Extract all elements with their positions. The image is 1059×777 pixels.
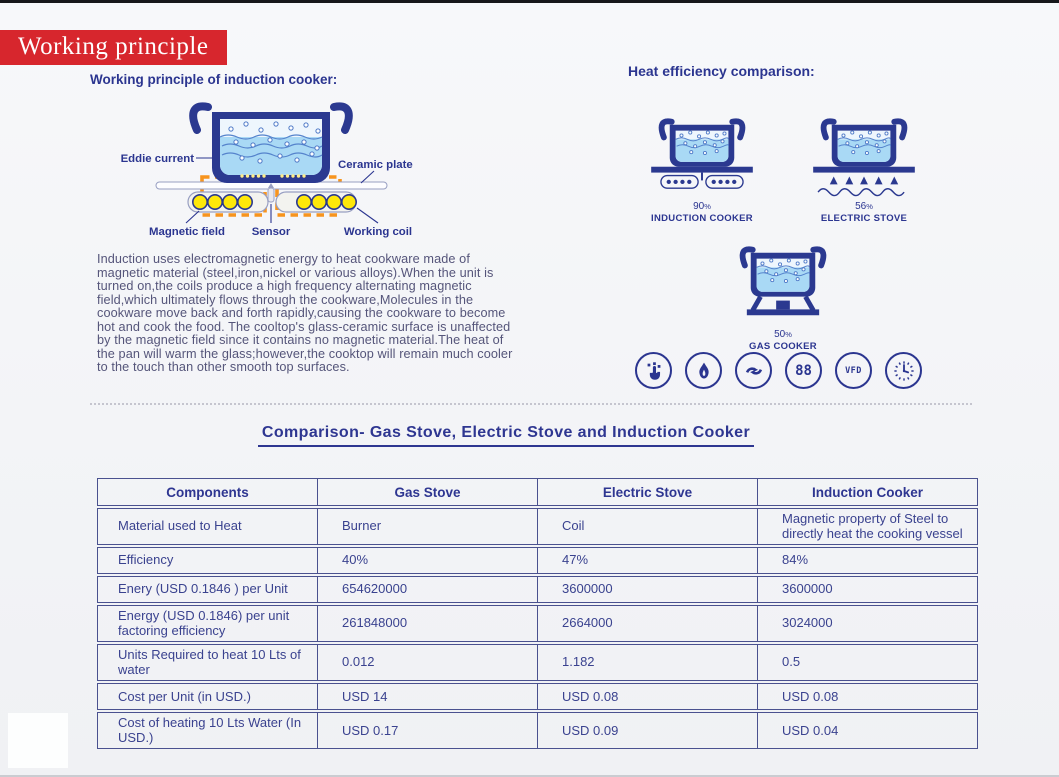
value-cell: 3600000 — [538, 576, 758, 603]
value-cell: 3024000 — [758, 605, 978, 642]
heat-item-induction — [627, 112, 777, 224]
dashed-separator — [90, 403, 972, 405]
induction-working-diagram-icon — [90, 96, 435, 248]
working-coil-label: Working coil — [343, 226, 413, 238]
value-cell: USD 0.17 — [318, 712, 538, 749]
comparison-title: Comparison- Gas Stove, Electric Stove and Induction Cooker — [258, 424, 754, 447]
column-header: Induction Cooker — [758, 478, 978, 506]
value-cell: 1.182 — [538, 644, 758, 681]
efficiency-percent — [627, 201, 777, 212]
efficiency-percent — [789, 201, 939, 212]
column-header: Components — [97, 478, 318, 506]
value-cell: 0.5 — [758, 644, 978, 681]
magnetic-field-label: Magnetic field — [149, 226, 225, 238]
electric-stove-icon — [810, 112, 918, 198]
column-header: Gas Stove — [318, 478, 538, 506]
table-row — [97, 712, 978, 749]
value-cell: 654620000 — [318, 576, 538, 603]
diagram-subtitle: Working principle of induction cooker: — [90, 72, 338, 87]
value-cell: 261848000 — [318, 605, 538, 642]
flame-icon — [685, 352, 722, 389]
comparison-title-wrap — [56, 424, 956, 447]
digital-display-icon — [785, 352, 822, 389]
percent-sign: % — [704, 202, 711, 211]
heat-efficiency-title: Heat efficiency comparison: — [628, 63, 815, 79]
percent-value: 56 — [855, 201, 867, 212]
efficiency-percent — [708, 329, 858, 340]
ceramic-plate-label: Ceramic plate — [338, 159, 413, 171]
table-row — [97, 576, 978, 603]
vfd-display-text: VFD — [845, 365, 862, 376]
comparison-table — [97, 476, 978, 751]
comparison-table-wrap — [97, 476, 978, 751]
value-cell: USD 14 — [318, 683, 538, 710]
corner-highlight-box — [8, 713, 68, 768]
value-cell: 0.012 — [318, 644, 538, 681]
eddie-current-label: Eddie current — [120, 153, 194, 165]
value-cell: 40% — [318, 547, 538, 574]
section-banner — [0, 30, 227, 65]
value-cell: 84% — [758, 547, 978, 574]
row-label-cell: Energy (USD 0.1846) per unit factoring efficiency — [97, 605, 318, 642]
percent-value: 90 — [693, 201, 705, 212]
vfd-display-icon — [835, 352, 872, 389]
value-cell: 47% — [538, 547, 758, 574]
induction-cooker-icon — [648, 112, 756, 198]
row-label-cell: Cost of heating 10 Lts Water (In USD.) — [97, 712, 318, 749]
percent-sign: % — [785, 330, 792, 339]
table-row — [97, 683, 978, 710]
value-cell: Coil — [538, 508, 758, 545]
value-cell: 2664000 — [538, 605, 758, 642]
percent-sign: % — [866, 202, 873, 211]
percent-value: 50 — [774, 329, 786, 340]
comparison-table-body — [97, 508, 978, 749]
table-row — [97, 644, 978, 681]
touch-control-icon — [635, 352, 672, 389]
top-border — [0, 0, 1059, 3]
table-row — [97, 547, 978, 574]
heat-item-electric — [789, 112, 939, 224]
banner-title: Working principle — [18, 33, 209, 60]
heat-item-label: GAS COOKER — [749, 341, 817, 352]
row-label-cell: Efficiency — [97, 547, 318, 574]
table-row — [97, 605, 978, 642]
table-row — [97, 508, 978, 545]
value-cell: USD 0.08 — [758, 683, 978, 710]
gas-cooker-icon — [729, 240, 837, 326]
table-header-row — [97, 478, 978, 506]
value-cell: USD 0.04 — [758, 712, 978, 749]
heat-item-label: INDUCTION COOKER — [651, 213, 753, 224]
digital-display-text: 88 — [795, 362, 812, 379]
value-cell: Magnetic property of Steel to directly heat the cooking vessel — [758, 508, 978, 545]
heat-item-label: ELECTRIC STOVE — [820, 213, 908, 224]
timer-icon — [885, 352, 922, 389]
working-principle-paragraph: Induction uses electromagnetic energy to heat cookware made of magnetic material (steel,iron,nickel or various alloys).When the unit is turned on,the coils produce a high frequency alternating magnetic field,which ultimately flows through the cookware,Molecules in the cookware move back and forth rapidly,causing the cookware to become hot and cook the food. The cooltop's glass-ceramic surface is unaffected by the magnetic field since it contains no magnetic material.The heat of the pan will warm the glass;however,the cooktop will remain much cooler to the touch than other smooth top surfaces. — [97, 252, 513, 374]
row-label-cell: Material used to Heat — [97, 508, 318, 545]
swirl-icon — [735, 352, 772, 389]
heat-item-gas — [708, 240, 858, 352]
row-label-cell: Cost per Unit (in USD.) — [97, 683, 318, 710]
value-cell: 3600000 — [758, 576, 978, 603]
value-cell: Burner — [318, 508, 538, 545]
row-label-cell: Units Required to heat 10 Lts of water — [97, 644, 318, 681]
column-header: Electric Stove — [538, 478, 758, 506]
row-label-cell: Enery (USD 0.1846 ) per Unit — [97, 576, 318, 603]
feature-icons-row — [635, 352, 922, 389]
value-cell: USD 0.08 — [538, 683, 758, 710]
value-cell: USD 0.09 — [538, 712, 758, 749]
sensor-label: Sensor — [251, 226, 291, 238]
